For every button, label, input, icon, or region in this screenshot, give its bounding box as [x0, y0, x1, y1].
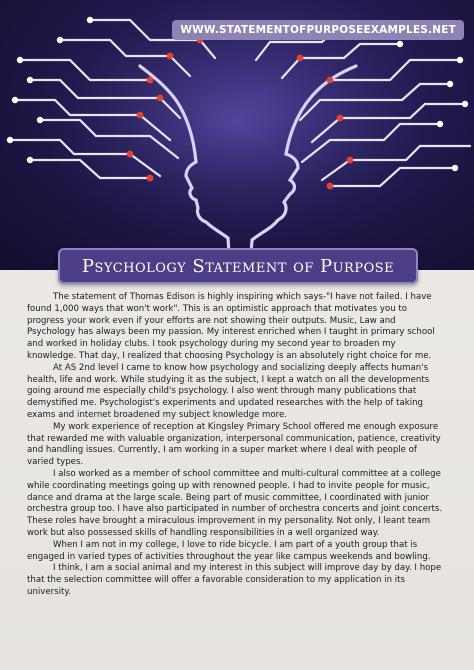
paragraph: The statement of Thomas Edison is highly inspiring which says-"I have not failed. I have found 1,000 ways that won't work". This is an optimistic approach that motivates you to progress your work even if your efforts are not showing their outputs. Music, Law and Psychology has always been my passion. My interest enriched when I taught in primary school and worked in holiday clubs. I took psychology during my second year to broaden my knowledge. That day, I realized that choosing Psychology is an absolutely right choice for me.	[27, 292, 435, 361]
hero-banner	[0, 0, 474, 270]
circuit-heads-illustration	[0, 0, 474, 270]
paragraph: I also worked as a member of school committee and multi-cultural committee at a college while coordinating meetings going up with renowned people. I had to invite people for music, dance and drama at the large scale. Being part of music committee, I coordinated with junior orchestra group too. I have also participated in number of orchestra concerts and joint concerts. These roles have brought a miraculous improvement in my personality. Not only, I leant team work but also possessed skills of handling responsibilities in a well organized way.	[27, 468, 443, 538]
page-title: Psychology Statement of Purpose	[58, 248, 418, 284]
paragraph: When I am not in my college, I love to ride bicycle. I am part of a youth group that is engaged in varied types of activities throughout the year like campus weekends and bowling.	[27, 539, 431, 562]
paragraph: I think, I am a social animal and my interest in this subject will improve day by day. I hope that the selection committee will offer a favorable consideration to my application in its university.	[27, 563, 442, 597]
paragraph: My work experience of reception at Kingsley Primary School offered me enough exposure that rewarded me with valuable organization, interpersonal communication, patience, creativity and handling issues. Currently, I am working in a super market where I deal with people of varied types.	[27, 421, 441, 468]
paragraph: At AS 2nd level I came to know how psychology and socializing deeply affects human's health, life and work. While studying it as the subject, I kept a watch on all the developments going around me especially child's psychology. I also went through many publications that demystified me. Psychologist's experiments and updated researches with the help of taking exams and internet broadened my subject knowledge more.	[27, 362, 430, 420]
site-url-badge: WWW.STATEMENTOFPURPOSEEXAMPLES.NET	[172, 20, 464, 40]
statement-body	[27, 292, 445, 599]
